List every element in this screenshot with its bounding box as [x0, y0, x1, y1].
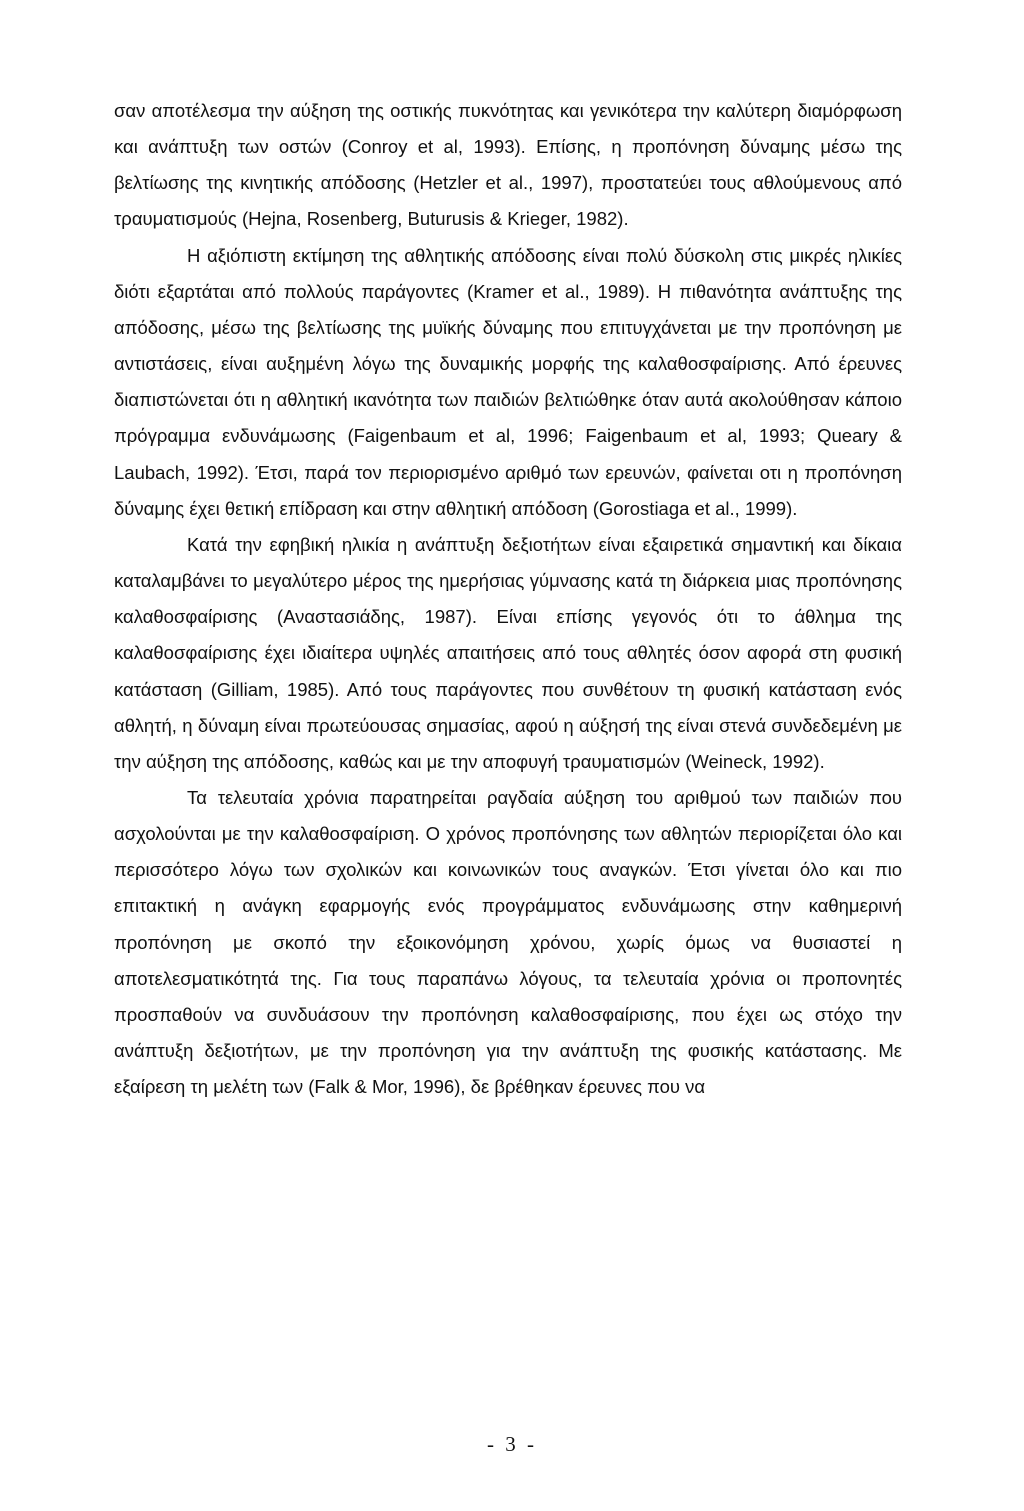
page-number: - 3 -: [487, 1432, 537, 1456]
paragraph-performance-assessment: Η αξιόπιστη εκτίμηση της αθλητικής απόδοσης είναι πολύ δύσκολη στις μικρές ηλικίες διότι εξαρτάται από πολλούς παράγοντες (Kramer et al., 1989). Η πιθανότητα ανάπτυξης της απόδοσης, μέσω της βελτίωσης της μυϊκής δύναμης που επιτυγχάνεται με την προπόνηση με αντιστάσεις, είναι αυξημένη λόγω της δυναμικής μορφής της καλαθοσφαίρισης. Από έρευνες διαπιστώνεται ότι η αθλητική ικανότητα των παιδιών βελτιώθηκε όταν αυτά ακολούθησαν κάποιο πρόγραμμα ενδυνάμωσης (Faigenbaum et al, 1996; Faigenbaum et al, 1993; Queary & Laubach, 1992). Έτσι, παρά τον περιορισμένο αριθμό των ερευνών, φαίνεται οτι η προπόνηση δύναμης έχει θετική επίδραση και στην αθλητική απόδοση (Gorostiaga et al., 1999).: [114, 244, 902, 519]
paragraph-adolescence-skills: Κατά την εφηβική ηλικία η ανάπτυξη δεξιοτήτων είναι εξαιρετικά σημαντική και δίκαια καταλαμβάνει το μεγαλύτερο μέρος της ημερήσιας γύμνασης κατά τη διάρκεια μιας προπόνησης καλαθοσφαίρισης (Αναστασιάδης, 1987). Είναι επίσης γεγονός ότι το άθλημα της καλαθοσφαίρισης έχει ιδιαίτερα υψηλές απαιτήσεις από τους αθλητές όσον αφορά στη φυσική κατάσταση (Gilliam, 1985). Από τους παράγοντες που συνθέτουν τη φυσική κατάσταση ενός αθλητή, η δύναμη είναι πρωτεύουσας σημασίας, αφού η αύξησή της είναι στενά συνδεδεμένη με την αύξηση της απόδοσης, καθώς και με την αποφυγή τραυματισμών (Weineck, 1992).: [114, 533, 902, 772]
paragraph-continuation: σαν αποτέλεσμα την αύξηση της οστικής πυκνότητας και γενικότερα την καλύτερη διαμόρφωση και ανάπτυξη των οστών (Conroy et al, 1993). Επίσης, η προπόνηση δύναμης μέσω της βελτίωσης της κινητικής απόδοσης (Hetzler et al., 1997), προστατεύει τους αθλούμενους από τραυματισμούς (Hejna, Rosenberg, Buturusis & Krieger, 1982).: [114, 100, 902, 230]
body-text: [114, 93, 902, 1105]
paragraph-recent-years: Τα τελευταία χρόνια παρατηρείται ραγδαία αύξηση του αριθμού των παιδιών που ασχολούνται με την καλαθοσφαίριση. Ο χρόνος προπόνησης των αθλητών περιορίζεται όλο και περισσότερο λόγω των σχολικών και κοινωνικών τους αναγκών. Έτσι γίνεται όλο και πιο επιτακτική η ανάγκη εφαρμογής ενός προγράμματος ενδυνάμωσης στην καθημερινή προπόνηση με σκοπό την εξοικονόμηση χρόνου, χωρίς όμως να θυσιαστεί η αποτελεσματικότητά της. Για τους παραπάνω λόγους, τα τελευταία χρόνια οι προπονητές προσπαθούν να συνδυάσουν την προπόνηση καλαθοσφαίρισης, που έχει ως στόχο την ανάπτυξη δεξιοτήτων, με την προπόνηση για την ανάπτυξη της φυσικής κατάστασης. Με εξαίρεση τη μελέτη των (Falk & Mor, 1996), δε βρέθηκαν έρευνες που να: [114, 786, 902, 1098]
